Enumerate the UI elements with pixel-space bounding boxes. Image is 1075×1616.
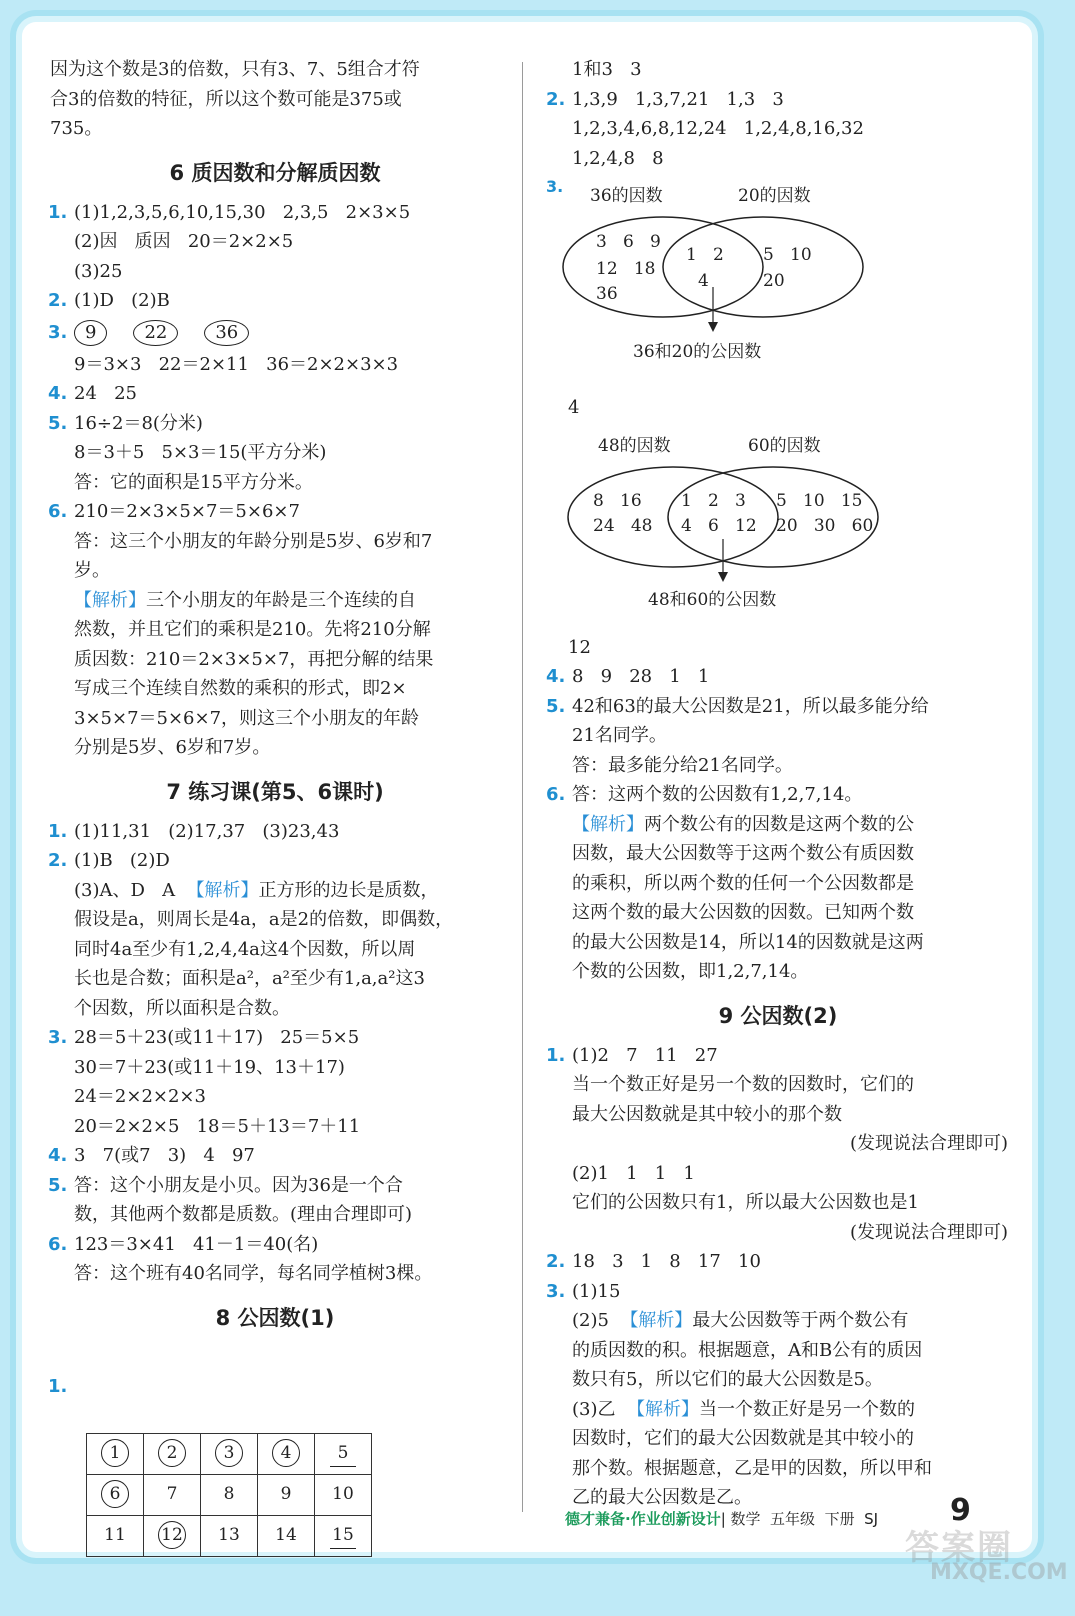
venn-caption: 48和60的公因数 xyxy=(648,589,777,610)
venn-value: 4 xyxy=(698,271,709,291)
venn-value: 24 48 xyxy=(593,515,653,536)
intro-line: 合3的倍数的特征，所以这个数可能是375或 xyxy=(50,88,402,110)
venn-value: 20 30 60 xyxy=(776,515,874,536)
answer-line: 1,2,3,4,6,8,12,24 1,2,4,8,16,32 xyxy=(572,118,864,139)
analysis-line: 假设是a，则周长是4a，a是2的倍数，即偶数， xyxy=(74,909,454,930)
question-number: 2. xyxy=(546,1251,566,1272)
grid-cell: 8 xyxy=(201,1475,258,1516)
grid-cell: 6 xyxy=(87,1475,144,1516)
answer-line: 答：这个班有40名同学，每名同学植树3棵。 xyxy=(74,1263,433,1284)
answer-line: (3)乙 【解析】当一个数正好是另一个数的 xyxy=(572,1398,915,1420)
venn-value: 1 2 3 xyxy=(681,490,746,511)
venn-value: 20 xyxy=(763,271,785,291)
answer-line: 20＝2×2×5 18＝5＋13＝7＋11 xyxy=(74,1115,361,1137)
intro-line: 因为这个数是3的倍数，只有3、7、5组合才符 xyxy=(50,59,420,80)
question-number: 3. xyxy=(48,1027,68,1048)
circled-number: 36 xyxy=(204,320,249,346)
question-number: 5. xyxy=(48,1174,68,1196)
answer-line: 4. 8 9 28 1 1 xyxy=(548,662,1008,692)
analysis-line: 那个数。根据题意，乙是甲的因数，所以甲和 xyxy=(572,1457,932,1479)
question-number: 4. xyxy=(48,1145,68,1166)
answer-line: 3. (1)15 xyxy=(548,1277,1008,1307)
question-number: 1. xyxy=(48,1376,68,1397)
venn-label: 20的因数 xyxy=(738,186,811,206)
analysis-line: 数只有5，所以它们的最大公因数是5。 xyxy=(572,1369,883,1390)
analysis-line: 的质因数的积。根据题意，A和B公有的质因 xyxy=(572,1339,923,1361)
venn-value: 36 xyxy=(596,284,618,304)
note-line: (发现说法合理即可) xyxy=(849,1133,1008,1154)
question-number: 5. xyxy=(48,412,68,434)
analysis-line: 然数，并且它们的乘积是210。先将210分解 xyxy=(74,619,431,640)
answer-line: 最大公因数就是其中较小的那个数 xyxy=(572,1103,842,1125)
answer-line: 1. (1)11,31 (2)17,37 (3)23,43 xyxy=(50,817,500,847)
answer-line: 岁。 xyxy=(74,560,110,581)
answer-line: 5. 答：这个小朋友是小贝。因为36是一个合 xyxy=(50,1171,500,1201)
question-number: 6. xyxy=(48,1233,68,1255)
grid-cell: 9 xyxy=(258,1475,315,1516)
question-number: 4. xyxy=(546,666,566,687)
analysis-line: 【解析】两个数公有的因数是这两个数的公 xyxy=(572,813,914,835)
answer-line: 1,2,4,8 8 xyxy=(572,147,664,169)
right-column xyxy=(548,55,1008,1513)
answer-line: 6. 123＝3×41 41－1＝40(名) xyxy=(50,1230,500,1260)
answer-line: 1. (1)1,2,3,5,6,10,15,30 2,3,5 2×3×5 xyxy=(50,198,500,228)
circled-number: 22 xyxy=(133,320,178,346)
answer-line: 5. 42和63的最大公因数是21，所以最多能分给 xyxy=(548,692,1008,722)
analysis-line: 的最大公因数是14，所以14的因数就是这两 xyxy=(572,931,924,953)
analysis-line: 因数，最大公因数等于这两个数公有质因数 xyxy=(572,843,914,864)
analysis-line: 分别是5岁、6岁和7岁。 xyxy=(74,737,271,758)
question-number: 3. xyxy=(546,1280,566,1302)
question-number: 3. xyxy=(546,177,564,196)
answer-line: 它们的公因数只有1，所以最大公因数也是1 xyxy=(572,1192,919,1213)
section-title: 6 质因数和分解质因数 xyxy=(169,160,381,185)
analysis-line: 3×5×7＝5×6×7，则这三个小朋友的年龄 xyxy=(74,707,420,729)
question-number: 2. xyxy=(48,290,68,311)
grid-cell: 1 xyxy=(87,1434,144,1475)
analysis-line: 这两个数的最大公因数的因数。已知两个数 xyxy=(572,902,914,923)
answer-line: 6. 210＝2×3×5×7＝5×6×7 xyxy=(50,497,500,527)
venn-caption: 36和20的公因数 xyxy=(633,342,762,362)
analysis-line: 乙的最大公因数是乙。 xyxy=(572,1487,752,1508)
question-number: 5. xyxy=(546,695,566,717)
answer-line: (3)A、D A 【解析】正方形的边长是质数， xyxy=(74,879,439,901)
note-line: (发现说法合理即可) xyxy=(849,1221,1008,1243)
page-footer xyxy=(565,1508,878,1529)
venn-label: 48的因数 xyxy=(598,435,671,456)
section-title: 9 公因数(2) xyxy=(718,1003,838,1028)
answer-line: 21名同学。 xyxy=(572,725,667,746)
venn-value: 12 18 xyxy=(596,259,656,279)
answer-line: 2. 1,3,9 1,3,7,21 1,3 3 xyxy=(548,85,1008,115)
question-number: 6. xyxy=(48,501,68,522)
analysis-line: 质因数：210＝2×3×5×7，再把分解的结果 xyxy=(74,648,434,670)
answer-line: 答：它的面积是15平方分米。 xyxy=(74,471,313,493)
venn-diagram-1 xyxy=(548,177,1008,387)
answer-line: 1. (1)2 7 11 27 xyxy=(548,1041,1008,1071)
venn-value: 8 16 xyxy=(593,490,642,511)
venn-diagram-2 xyxy=(548,427,1008,627)
answer-line: 答：最多能分给21名同学。 xyxy=(572,754,793,776)
analysis-tag: 【解析】 xyxy=(620,1310,693,1331)
answer-line: (3)25 xyxy=(74,260,123,282)
answer-line: 12 xyxy=(568,636,591,658)
watermark: 答案圈 xyxy=(905,1528,1013,1568)
analysis-tag: 【解析】 xyxy=(186,879,259,901)
answer-line: 4. 24 25 xyxy=(50,379,500,409)
analysis-line: 同时4a至少有1,2,4,4a这4个因数，所以周 xyxy=(74,938,416,960)
footer-info: | 数学 五年级 下册 SJ xyxy=(720,1510,879,1528)
question-number: 3. xyxy=(48,321,68,343)
answer-line: (2)5 【解析】最大公因数等于两个数公有 xyxy=(572,1310,909,1331)
answer-line: 数，其他两个数都是质数。(理由合理即可) xyxy=(74,1204,413,1225)
answer-line: 9＝3×3 22＝2×11 36＝2×2×3×3 xyxy=(74,353,399,375)
answer-line: 2. 18 3 1 8 17 10 xyxy=(548,1247,1008,1277)
question-number: 1. xyxy=(48,201,68,223)
answer-line: 6. 答：这两个数的公因数有1,2,7,14。 xyxy=(548,780,1008,810)
analysis-line: 【解析】三个小朋友的年龄是三个连续的自 xyxy=(74,589,416,611)
venn-value: 1 2 xyxy=(686,245,724,265)
venn-value: 3 6 9 xyxy=(596,232,661,252)
circled-number: 9 xyxy=(74,320,107,346)
grid-cell: 11 xyxy=(87,1516,144,1557)
grid-cell: 4 xyxy=(258,1434,315,1475)
analysis-line: 的乘积，所以两个数的任何一个公因数都是 xyxy=(572,872,914,894)
venn-label: 60的因数 xyxy=(748,435,821,456)
analysis-line: 长也是合数；面积是a²，a²至少有1,a,a²这3 xyxy=(74,968,425,989)
venn-value: 5 10 xyxy=(763,245,812,265)
analysis-line: 因数时，它们的最大公因数就是其中较小的 xyxy=(572,1428,914,1449)
answer-line: (2)因 质因 20＝2×2×5 xyxy=(74,231,294,252)
analysis-tag: 【解析】 xyxy=(626,1398,699,1420)
grid-cell: 12 xyxy=(144,1516,201,1557)
page-number: 9 xyxy=(950,1493,971,1528)
section-title: 8 公因数(1) xyxy=(215,1305,335,1330)
question-number: 1. xyxy=(546,1044,566,1066)
question-number: 1. xyxy=(48,820,68,842)
question-number: 4. xyxy=(48,383,68,404)
intro-line: 735。 xyxy=(50,118,103,139)
left-column xyxy=(48,55,500,1546)
answer-line: 24＝2×2×2×3 xyxy=(74,1086,206,1107)
analysis-tag: 【解析】 xyxy=(572,813,644,835)
answer-line: 1和3 3 xyxy=(572,59,642,80)
answer-line xyxy=(50,316,500,350)
number-grid xyxy=(86,1433,372,1557)
grid-cell: 7 xyxy=(144,1475,201,1516)
question-number: 2. xyxy=(48,850,68,871)
analysis-line: 写成三个连续自然数的乘积的形式，即2× xyxy=(74,678,407,699)
answer-line: 2. (1)D (2)B xyxy=(50,286,500,316)
grid-cell: 15 xyxy=(315,1516,372,1557)
grid-cell: 14 xyxy=(258,1516,315,1557)
venn-label: 36的因数 xyxy=(590,186,663,206)
grid-cell: 2 xyxy=(144,1434,201,1475)
analysis-line: 个因数，所以面积是合数。 xyxy=(74,997,290,1019)
analysis-line: 个数的公因数，即1,2,7,14。 xyxy=(572,961,809,982)
answer-line: 4. 3 7(或7 3) 4 97 xyxy=(50,1141,500,1171)
answer-line: 3. 28＝5＋23(或11＋17) 25＝5×5 xyxy=(50,1023,500,1053)
question-number: 6. xyxy=(546,784,566,805)
question-number: 2. xyxy=(546,88,566,110)
grid-cell: 10 xyxy=(315,1475,372,1516)
answer-line: 4 xyxy=(568,397,580,418)
answer-line: 2. (1)B (2)D xyxy=(50,846,500,876)
grid-cell: 13 xyxy=(201,1516,258,1557)
answer-line: 8＝3＋5 5×3＝15(平方分米) xyxy=(74,442,327,463)
grid-question xyxy=(48,1343,500,1546)
answer-line: 5. 16÷2＝8(分米) xyxy=(50,409,500,439)
answer-line: 答：这三个小朋友的年龄分别是5岁、6岁和7 xyxy=(74,530,433,552)
answer-line: (2)1 1 1 1 xyxy=(572,1162,695,1184)
answer-line: 30＝7＋23(或11＋19、13＋17) xyxy=(74,1056,345,1078)
footer-brand: 德才兼备·作业创新设计 xyxy=(565,1510,721,1528)
column-divider xyxy=(522,62,523,1512)
grid-cell: 3 xyxy=(201,1434,258,1475)
grid-cell: 5 xyxy=(315,1434,372,1475)
venn-value: 5 10 15 xyxy=(776,490,863,511)
analysis-tag: 【解析】 xyxy=(74,589,146,611)
answer-line: 当一个数正好是另一个数的因数时，它们的 xyxy=(572,1074,914,1095)
watermark-url: MXQE.COM xyxy=(930,1560,1068,1585)
section-title: 7 练习课(第5、6课时) xyxy=(166,779,384,804)
venn-value: 4 6 12 xyxy=(681,515,757,536)
